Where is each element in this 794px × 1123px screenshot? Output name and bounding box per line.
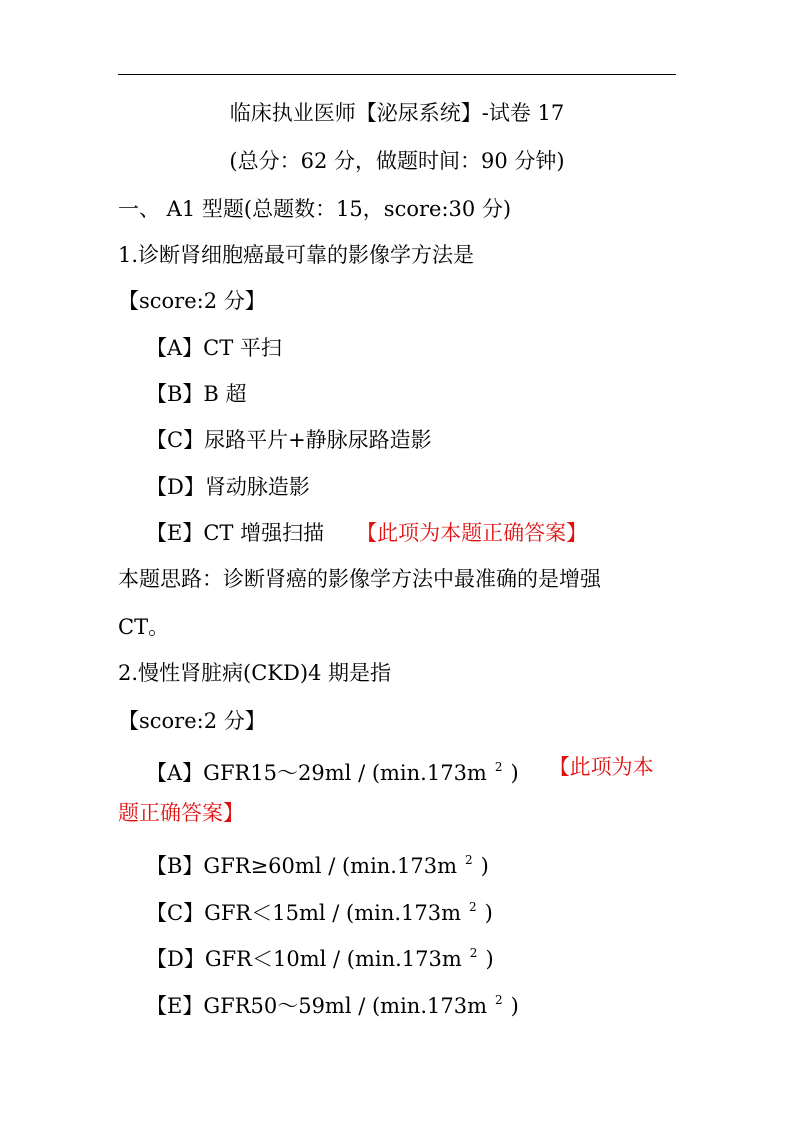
top-rule (118, 74, 676, 75)
section-heading: 一、 A1 型题(总题数：15，score:30 分) (118, 197, 512, 221)
superscript: 2 (495, 993, 503, 1007)
option-e-text: 【E】CT 增强扫描 (146, 521, 325, 545)
correct-answer-marker: 【此项为本题正确答案】 (356, 521, 588, 545)
option-c-close: ) (484, 901, 493, 925)
question-1-option-c: 【C】尿路平片+静脉尿路造影 (146, 428, 432, 452)
option-d-text: 【D】GFR＜10ml / (min.173m (146, 947, 462, 971)
page-subtitle: (总分：62 分，做题时间：90 分钟) (229, 149, 565, 173)
option-d-close: ) (485, 947, 494, 971)
superscript: 2 (494, 760, 503, 774)
question-2-option-a (146, 752, 654, 785)
question-1-score: 【score:2 分】 (118, 289, 266, 313)
question-2-option-d (146, 938, 494, 971)
superscript: 2 (469, 900, 477, 914)
superscript: 2 (469, 946, 478, 960)
option-c-text: 【C】GFR＜15ml / (min.173m (146, 901, 462, 925)
question-1-option-b: 【B】B 超 (146, 382, 247, 406)
superscript: 2 (464, 853, 473, 867)
question-2-score: 【score:2 分】 (118, 709, 266, 733)
page-title: 临床执业医师【泌尿系统】-试卷 17 (229, 101, 565, 125)
option-b-close: ) (480, 854, 489, 878)
option-e-close: ) (510, 994, 519, 1018)
question-2-option-e (146, 985, 519, 1018)
correct-answer-marker-continued: 题正确答案】 (118, 801, 244, 825)
question-2-stem: 2.慢性肾脏病(CKD)4 期是指 (118, 661, 392, 685)
question-1-option-a: 【A】CT 平扫 (146, 336, 282, 360)
question-2-option-b (146, 845, 489, 878)
question-2-option-c (146, 892, 493, 925)
question-1-stem: 1.诊断肾细胞癌最可靠的影像学方法是 (118, 243, 475, 267)
option-a-text: 【A】GFR15～29ml / (min.173m (146, 761, 487, 785)
question-1-explanation-line-1: 本题思路：诊断肾癌的影像学方法中最准确的是增强 (118, 567, 601, 591)
option-b-text: 【B】GFR≥60ml / (min.173m (146, 854, 457, 878)
correct-answer-marker: 【此项为本 (548, 755, 654, 779)
option-a-close: ) (510, 761, 519, 785)
question-1-option-e (146, 518, 587, 548)
question-1-explanation-line-2: CT。 (118, 615, 170, 639)
option-e-text: 【E】GFR50～59ml / (min.173m (146, 994, 488, 1018)
question-1-option-d: 【D】肾动脉造影 (146, 475, 310, 499)
